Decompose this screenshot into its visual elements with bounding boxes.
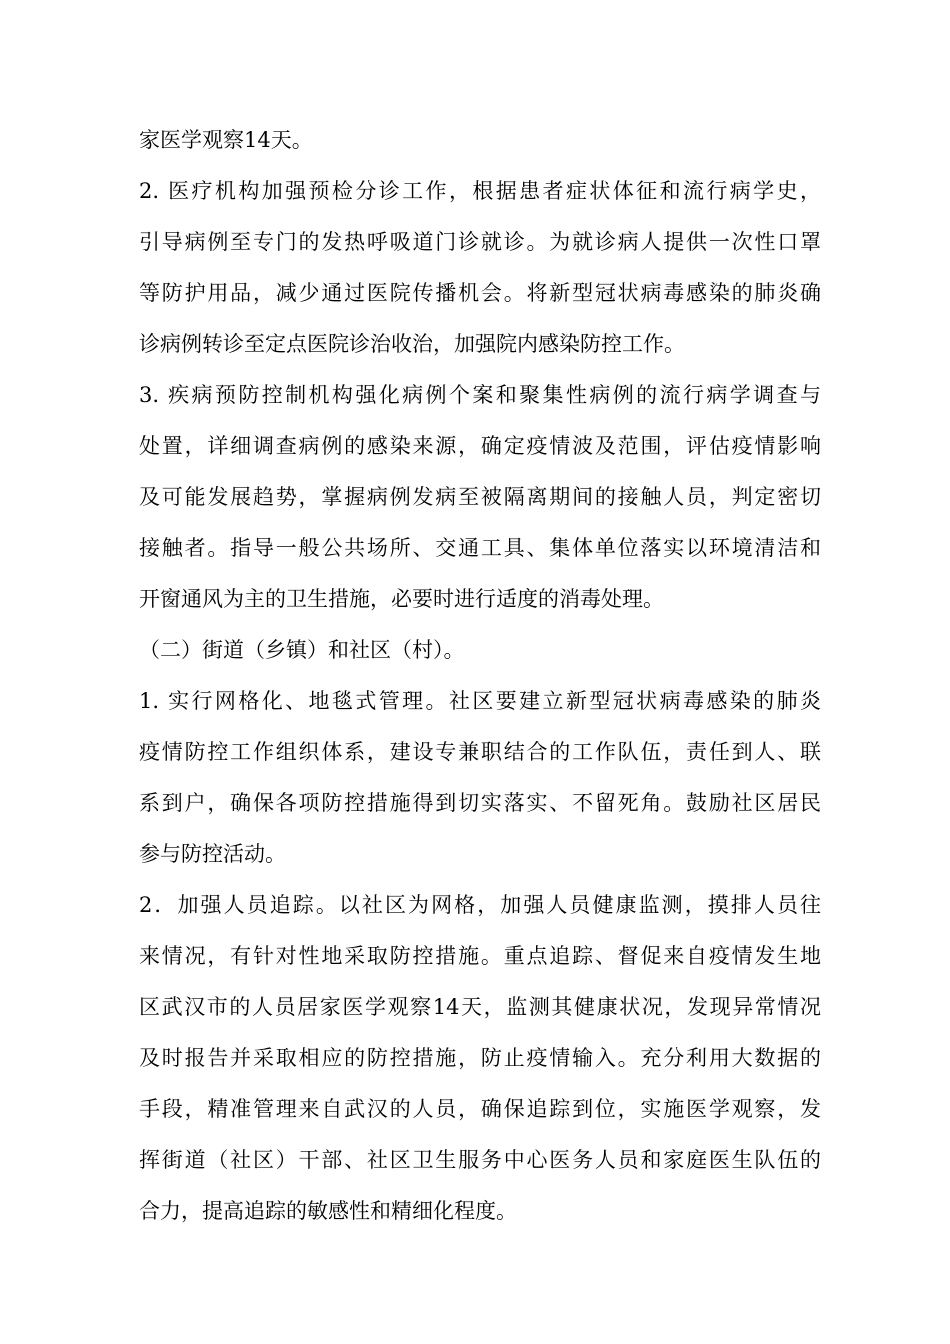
text-line: 等防护用品，减少通过医院传播机会。将新型冠状病毒感染的肺炎确 (139, 281, 821, 305)
text-line: 1. 实行网格化、地毯式管理。社区要建立新型冠状病毒感染的肺炎 (139, 689, 821, 713)
text-line: 手段，精准管理来自武汉的人员，确保追踪到位，实施医学观察，发 (139, 1097, 821, 1121)
text-line: 2．加强人员追踪。以社区为网格，加强人员健康监测，摸排人员往 (139, 893, 821, 917)
text-line: 疫情防控工作组织体系，建设专兼职结合的工作队伍，责任到人、联 (139, 740, 821, 764)
text-line: 系到户，确保各项防控措施得到切实落实、不留死角。鼓励社区居民 (139, 791, 821, 815)
text-line: 挥街道（社区）干部、社区卫生服务中心医务人员和家庭医生队伍的 (139, 1148, 821, 1172)
text-line: 引导病例至专门的发热呼吸道门诊就诊。为就诊病人提供一次性口罩 (139, 230, 821, 254)
text-line: 及可能发展趋势，掌握病例发病至被隔离期间的接触人员，判定密切 (139, 485, 821, 509)
text-line: 合力，提高追踪的敏感性和精细化程度。 (139, 1199, 517, 1223)
text-line: 开窗通风为主的卫生措施，必要时进行适度的消毒处理。 (139, 587, 664, 611)
text-line: 及时报告并采取相应的防控措施，防止疫情输入。充分利用大数据的 (139, 1046, 821, 1070)
text-line: 参与防控活动。 (139, 842, 286, 866)
text-line: 家医学观察14天。 (139, 128, 313, 152)
text-line: 诊病例转诊至定点医院诊治收治，加强院内感染防控工作。 (139, 332, 685, 356)
section-heading: （二）街道（乡镇）和社区（村）。 (139, 638, 465, 662)
text-line: 3. 疾病预防控制机构强化病例个案和聚集性病例的流行病学调查与 (139, 383, 821, 407)
text-line: 来情况，有针对性地采取防控措施。重点追踪、督促来自疫情发生地 (139, 944, 821, 968)
text-line: 2. 医疗机构加强预检分诊工作，根据患者症状体征和流行病学史， (139, 179, 821, 203)
document-page (139, 0, 821, 1344)
text-line: 处置，详细调查病例的感染来源，确定疫情波及范围，评估疫情影响 (139, 434, 821, 458)
text-line: 区武汉市的人员居家医学观察14天，监测其健康状况，发现异常情况 (139, 995, 821, 1019)
text-line: 接触者。指导一般公共场所、交通工具、集体单位落实以环境清洁和 (139, 536, 821, 560)
